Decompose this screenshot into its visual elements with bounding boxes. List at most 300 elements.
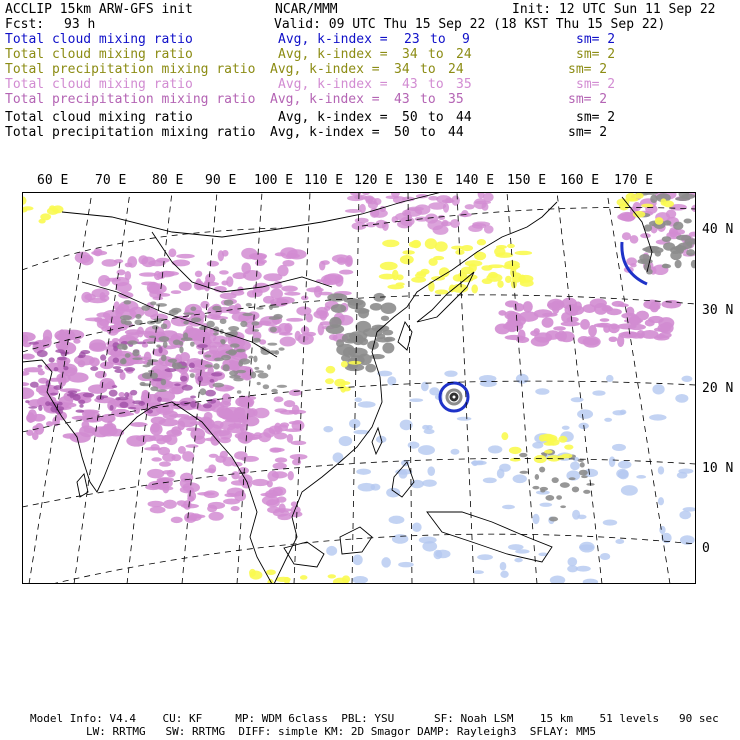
cloud-blob	[381, 316, 389, 321]
cloud-blob	[254, 339, 261, 342]
legend-field: Total cloud mixing ratio	[5, 77, 193, 92]
legend-k2: 9	[462, 32, 470, 47]
cloud-blob	[280, 337, 296, 347]
cloud-blob	[32, 432, 39, 440]
cloud-blob	[552, 477, 559, 483]
cloud-blob	[237, 349, 242, 352]
cloud-blob	[660, 322, 673, 334]
cloud-blob	[213, 332, 219, 335]
cloud-blob	[239, 400, 254, 408]
legend-k2: 24	[448, 62, 464, 77]
cloud-blob	[189, 363, 195, 369]
cloud-blob	[292, 420, 305, 431]
cloud-blob	[429, 387, 439, 395]
cloud-blob	[249, 569, 256, 577]
cloud-blob	[140, 382, 146, 386]
cloud-blob	[473, 570, 484, 574]
cloud-blob	[306, 287, 323, 292]
cloud-blob	[242, 313, 253, 316]
cloud-blob	[331, 304, 346, 313]
cloud-blob	[233, 378, 244, 381]
cloud-blob	[165, 434, 177, 445]
cloud-blob	[409, 241, 421, 248]
cloud-blob	[200, 301, 209, 309]
cloud-blob	[505, 276, 512, 283]
cloud-blob	[58, 402, 63, 406]
legend-k2: 24	[456, 47, 472, 62]
cloud-blob	[579, 470, 588, 476]
cloud-blob	[328, 574, 336, 578]
cloud-blob	[75, 410, 84, 413]
cloud-blob	[583, 304, 597, 313]
legend-stat: Avg, k-index =	[270, 125, 380, 140]
lat-label: 40 N	[702, 222, 734, 237]
cloud-blob	[197, 344, 208, 348]
cloud-blob	[159, 461, 171, 466]
lon-label: 140 E	[455, 173, 495, 188]
model-info-line2: LW: RRTMG SW: RRTMG DIFF: simple KM: 2D Smagor DAMP: Rayleigh3 SFLAY: MM5	[86, 725, 596, 738]
cloud-blob	[549, 517, 558, 522]
cloud-blob	[199, 388, 206, 395]
cloud-blob	[245, 435, 262, 439]
cloud-blob	[158, 447, 170, 455]
cloud-blob	[556, 495, 562, 500]
cloud-blob	[564, 445, 573, 450]
cloud-blob	[109, 390, 118, 397]
cloud-blob	[183, 321, 188, 325]
lat-label: 10 N	[702, 461, 734, 476]
cloud-blob	[180, 376, 188, 382]
cloud-blob	[404, 208, 422, 217]
cloud-blob	[114, 369, 123, 373]
cloud-blob	[256, 307, 263, 310]
cloud-blob	[600, 553, 610, 560]
cloud-blob	[481, 265, 492, 271]
lon-label: 70 E	[95, 173, 127, 188]
cloud-blob	[190, 341, 195, 346]
legend-to: to	[430, 32, 446, 47]
cloud-blob	[508, 328, 516, 332]
legend-to: to	[428, 47, 444, 62]
cloud-blob	[75, 252, 91, 264]
cloud-blob	[635, 193, 644, 199]
legend-k1: 23	[404, 32, 420, 47]
cloud-blob	[612, 444, 626, 451]
legend-field: Total precipitation mixing ratio	[5, 125, 256, 140]
cloud-blob	[113, 357, 119, 363]
cloud-blob	[37, 350, 48, 357]
cloud-blob	[427, 220, 443, 230]
cloud-blob	[670, 251, 681, 261]
cloud-blob	[545, 495, 554, 501]
cloud-blob	[461, 210, 468, 217]
cloud-blob	[513, 474, 527, 483]
cloud-blob	[126, 332, 140, 339]
cloud-blob	[277, 385, 287, 388]
cloud-blob	[352, 576, 368, 584]
cloud-blob	[289, 511, 303, 517]
cloud-blob	[29, 342, 39, 345]
cloud-blob	[471, 284, 478, 293]
cloud-blob	[100, 362, 114, 369]
cloud-blob	[658, 466, 664, 474]
cloud-blob	[501, 432, 508, 440]
legend-k1: 34	[402, 47, 418, 62]
legend-sm: sm= 2	[576, 47, 616, 62]
cloud-blob	[505, 300, 519, 307]
cloud-blob	[271, 389, 278, 393]
cloud-blob	[54, 330, 75, 342]
cloud-blob	[453, 274, 463, 281]
cloud-blob	[275, 457, 287, 462]
cloud-blob	[226, 276, 233, 287]
cloud-blob	[91, 251, 107, 256]
cloud-blob	[221, 340, 226, 345]
cloud-blob	[155, 398, 170, 402]
cloud-blob	[637, 330, 645, 339]
cloud-blob	[545, 330, 560, 340]
cloud-blob	[115, 397, 120, 400]
cloud-blob	[679, 511, 691, 520]
cloud-blob	[246, 303, 252, 307]
cloud-blob	[79, 404, 83, 408]
cloud-blob	[49, 357, 55, 362]
cloud-blob	[400, 255, 414, 264]
cloud-blob	[227, 488, 245, 497]
lon-label: 120 E	[354, 173, 394, 188]
legend-sm: sm= 2	[576, 32, 616, 47]
lat-label: 30 N	[702, 303, 734, 318]
cloud-blob	[532, 486, 539, 489]
cloud-blob	[389, 516, 405, 524]
cloud-blob	[418, 445, 435, 455]
cloud-blob	[498, 310, 506, 316]
legend-field: Total precipitation mixing ratio	[5, 62, 256, 77]
cloud-blob	[183, 312, 194, 315]
legend-to: to	[420, 92, 436, 107]
legend-k2: 44	[448, 125, 464, 140]
cloud-blob	[544, 450, 553, 454]
cloud-blob	[220, 318, 227, 324]
cloud-blob	[167, 470, 176, 478]
cloud-blob	[399, 469, 408, 478]
cloud-blob	[222, 364, 229, 371]
cloud-blob	[347, 195, 365, 201]
cloud-blob	[371, 484, 381, 491]
cloud-blob	[658, 497, 664, 505]
cloud-blob	[123, 300, 131, 304]
cloud-blob	[326, 546, 337, 556]
cloud-blob	[540, 489, 545, 492]
cloud-blob	[161, 379, 167, 386]
cloud-blob	[161, 323, 167, 329]
legend-row	[0, 110, 740, 125]
cloud-blob	[205, 390, 216, 397]
cloud-blob	[176, 254, 195, 259]
cloud-blob	[117, 412, 134, 416]
cloud-blob	[531, 337, 549, 347]
cloud-blob	[412, 522, 422, 531]
cloud-blob	[253, 356, 257, 363]
cloud-blob	[212, 306, 221, 311]
lon-label: 80 E	[152, 173, 184, 188]
cloud-blob	[622, 232, 631, 240]
cloud-blob	[335, 275, 344, 287]
cloud-blob	[272, 471, 288, 478]
cloud-blob	[580, 462, 585, 467]
cloud-blob	[415, 273, 426, 278]
cloud-blob	[162, 485, 169, 494]
cloud-blob	[180, 486, 194, 493]
cloud-blob	[633, 211, 646, 218]
cloud-blob	[124, 320, 132, 325]
cloud-blob	[282, 260, 294, 267]
cloud-blob	[611, 325, 618, 330]
cloud-blob	[326, 324, 344, 334]
cloud-blob	[569, 477, 576, 480]
cloud-blob	[428, 202, 446, 209]
cloud-blob	[519, 453, 527, 457]
cloud-blob	[267, 343, 277, 346]
cloud-blob	[151, 423, 160, 433]
cloud-blob	[230, 343, 240, 347]
cloud-blob	[57, 357, 67, 361]
cloud-blob	[183, 332, 188, 339]
cloud-blob	[652, 384, 664, 394]
cloud-blob	[219, 430, 232, 440]
cloud-blob	[195, 271, 203, 277]
cloud-blob	[25, 400, 29, 403]
cloud-blob	[147, 469, 164, 478]
cloud-blob	[427, 466, 435, 476]
cloud-blob	[615, 539, 624, 544]
cloud-blob	[120, 359, 127, 365]
cloud-blob	[663, 242, 675, 251]
cloud-blob	[287, 434, 293, 443]
lon-label: 170 E	[614, 173, 654, 188]
cloud-blob	[156, 389, 167, 392]
cloud-blob	[274, 423, 281, 433]
cloud-blob	[341, 361, 348, 368]
cloud-blob	[542, 317, 554, 327]
cloud-blob	[532, 514, 539, 524]
cloud-blob	[514, 558, 522, 562]
cloud-blob	[339, 436, 353, 446]
cloud-blob	[291, 441, 307, 445]
cloud-blob	[156, 438, 166, 444]
cloud-blob	[274, 350, 279, 355]
cloud-blob	[422, 479, 437, 486]
cloud-blob	[54, 367, 59, 371]
lon-label: 110 E	[304, 173, 344, 188]
cloud-blob	[255, 370, 264, 373]
cloud-blob	[577, 409, 593, 419]
cloud-blob	[576, 566, 591, 572]
cloud-blob	[305, 332, 316, 337]
cloud-blob	[22, 206, 33, 210]
cloud-blob	[257, 382, 261, 385]
cloud-blob	[182, 385, 193, 391]
lon-label: 150 E	[507, 173, 547, 188]
cloud-blob	[626, 198, 638, 202]
cloud-blob	[178, 366, 187, 368]
cloud-blob	[162, 372, 172, 378]
cloud-blob	[171, 454, 181, 461]
cloud-blob	[380, 262, 398, 270]
model-info-line1: Model Info: V4.4 CU: KF MP: WDM 6class PBL: YSU SF: Noah LSM 15 km 51 levels 90 sec	[30, 712, 719, 725]
cloud-blob	[38, 370, 45, 375]
cloud-blob	[204, 355, 211, 358]
cloud-blob	[198, 350, 205, 354]
cloud-blob	[191, 317, 201, 322]
cloud-blob	[45, 401, 50, 406]
cloud-blob	[468, 263, 477, 272]
cloud-blob	[628, 324, 646, 330]
cloud-blob	[269, 316, 280, 320]
cloud-blob	[579, 542, 595, 553]
cloud-blob	[603, 520, 617, 526]
cloud-blob	[267, 480, 273, 487]
cloud-blob	[326, 366, 336, 374]
cloud-blob	[89, 357, 100, 366]
cloud-blob	[435, 289, 448, 294]
valid-time: Valid: 09 UTC Thu 15 Sep 22 (18 KST Thu 15 Sep 22)	[274, 17, 666, 32]
legend-sm: sm= 2	[568, 125, 608, 140]
cloud-blob	[152, 325, 159, 329]
lon-label: 90 E	[205, 173, 237, 188]
cloud-blob	[580, 319, 590, 330]
cloud-blob	[339, 270, 353, 275]
cloud-blob	[190, 395, 196, 398]
cloud-blob	[251, 321, 259, 325]
cloud-blob	[263, 384, 269, 389]
cloud-blob	[649, 414, 667, 420]
cloud-blob	[221, 355, 231, 361]
legend-k1: 43	[394, 92, 410, 107]
cloud-blob	[435, 550, 450, 559]
cloud-blob	[275, 508, 293, 512]
cloud-blob	[211, 372, 222, 376]
cloud-blob	[500, 571, 508, 578]
cloud-blob	[561, 321, 580, 326]
cloud-blob	[281, 285, 298, 291]
cloud-blob	[128, 407, 136, 409]
cloud-blob	[132, 350, 139, 357]
lon-label: 130 E	[404, 173, 444, 188]
init-time: Init: 12 UTC Sun 11 Sep 22	[512, 2, 716, 17]
legend-to: to	[420, 62, 436, 77]
cloud-blob	[583, 490, 590, 494]
legend-k2: 35	[448, 92, 464, 107]
cloud-blob	[186, 325, 194, 333]
legend-sm: sm= 2	[576, 77, 616, 92]
cloud-blob	[428, 196, 438, 201]
cloud-blob	[78, 360, 86, 367]
cloud-blob	[366, 199, 372, 204]
cloud-blob	[396, 282, 405, 286]
cloud-blob	[157, 293, 171, 297]
cloud-blob	[592, 390, 605, 395]
cloud-blob	[222, 250, 229, 257]
cloud-blob	[190, 307, 196, 311]
cloud-blob	[539, 467, 545, 473]
cloud-blob	[488, 445, 502, 453]
cloud-blob	[254, 367, 259, 370]
cloud-blob	[251, 479, 269, 486]
cloud-blob	[422, 541, 437, 551]
cloud-blob	[158, 419, 179, 427]
cloud-blob	[178, 446, 186, 454]
legend-k1: 34	[394, 62, 410, 77]
cloud-blob	[284, 400, 295, 407]
cloud-blob	[116, 306, 125, 314]
cloud-blob	[267, 364, 271, 370]
cloud-blob	[100, 354, 106, 360]
cloud-blob	[333, 452, 344, 462]
cloud-blob	[163, 500, 177, 509]
cloud-blob	[83, 393, 95, 398]
cloud-blob	[561, 312, 571, 323]
cloud-blob	[482, 278, 493, 284]
cloud-blob	[274, 408, 287, 412]
legend-k2: 35	[456, 77, 472, 92]
cloud-blob	[275, 252, 286, 256]
cloud-blob	[138, 255, 148, 264]
lat-label: 0	[702, 541, 710, 556]
cloud-blob	[354, 334, 363, 343]
cloud-blob	[617, 335, 624, 347]
cloud-blob	[438, 215, 445, 220]
fcst-value: 93 h	[64, 17, 96, 32]
cloud-blob	[502, 505, 515, 509]
legend-row	[0, 62, 740, 77]
cloud-blob	[345, 257, 353, 267]
cloud-blob	[648, 316, 664, 323]
cloud-blob	[571, 397, 584, 402]
cloud-blob	[381, 302, 397, 313]
cloud-blob	[88, 298, 107, 303]
legend-k2: 44	[456, 110, 472, 125]
cloud-blob	[179, 346, 183, 353]
cloud-blob	[208, 464, 216, 473]
cloud-blob	[113, 366, 121, 369]
cloud-blob	[604, 418, 612, 422]
cloud-blob	[609, 456, 616, 467]
cloud-blob	[655, 217, 664, 225]
cloud-blob	[662, 264, 671, 268]
cloud-blob	[560, 505, 566, 508]
cloud-blob	[279, 332, 293, 336]
cloud-blob	[190, 373, 195, 378]
cloud-blob	[499, 464, 511, 472]
cloud-blob	[288, 471, 294, 480]
cloud-blob	[600, 318, 610, 322]
cloud-blob	[147, 321, 155, 325]
cloud-blob	[265, 490, 278, 498]
cloud-blob	[633, 202, 642, 211]
cloud-blob	[500, 562, 507, 571]
cloud-blob	[621, 331, 639, 337]
cloud-blob	[250, 254, 267, 261]
cloud-blob	[237, 390, 242, 394]
cloud-blob	[96, 395, 104, 400]
cloud-blob	[220, 293, 237, 300]
legend-row	[0, 47, 740, 62]
cloud-blob	[148, 501, 165, 508]
cloud-blob	[488, 272, 498, 278]
cloud-blob	[574, 301, 582, 311]
cloud-blob	[286, 318, 303, 322]
